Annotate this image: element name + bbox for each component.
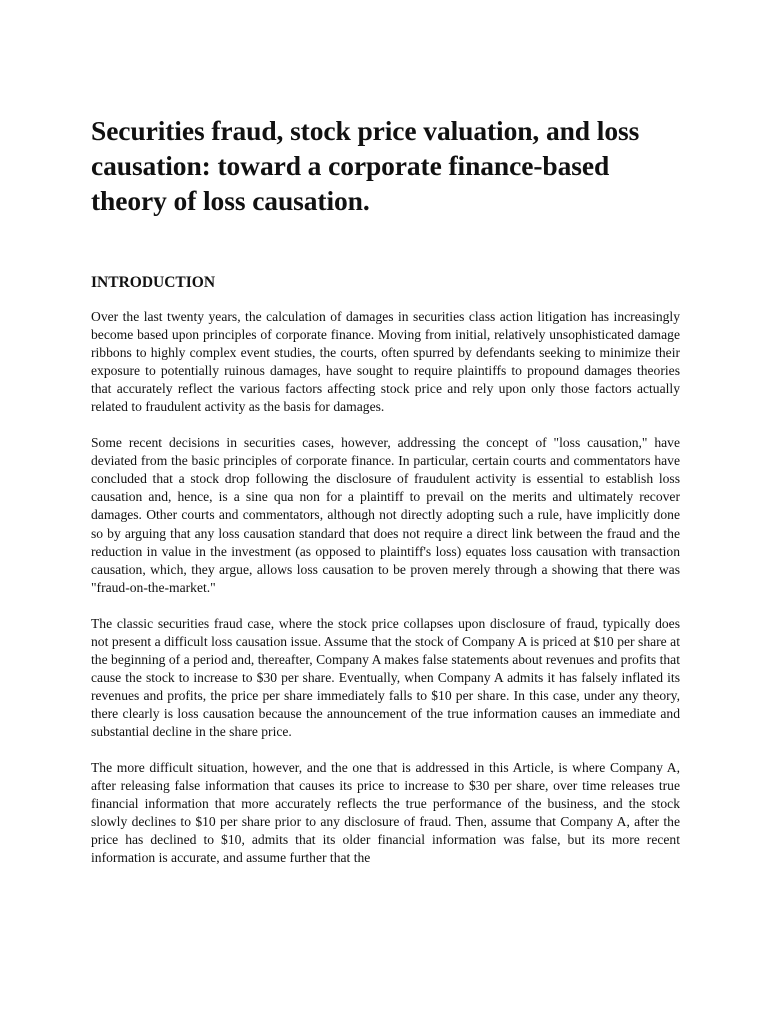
- paragraph-4: The more difficult situation, however, and the one that is addressed in this Article, is where Company A, after releasing false information that causes its price to increase to $30 per share, over time releases true financial information that more accurately reflects the true performance of the business, and the stock slowly declines to $10 per share prior to any disclosure of fraud. Then, assume that Company A, after the price has declined to $10, admits that its older financial information was false, but its more recent information is accurate, and assume further that the: [91, 760, 680, 866]
- section-heading: INTRODUCTION: [91, 274, 216, 291]
- paragraph-2: Some recent decisions in securities cases, however, addressing the concept of "loss causation," have deviated from the basic principles of corporate finance. In particular, certain courts and commentators have concluded that a stock drop following the disclosure of fraudulent activity is essential to establish loss causation and, hence, is a sine qua non for a plaintiff to prevail on the merits and ultimately recover damages. Other courts and commentators, although not directly adopting such a rule, have implicitly done so by arguing that any loss causation standard that does not require a direct link between the fraud and the reduction in value in the investment (as opposed to plaintiff's loss) equates loss causation with transaction causation, which, they argue, allows loss causation to be proven merely through a showing that there was "fraud-on-the-market.": [91, 435, 680, 595]
- document-page: [91, 113, 680, 867]
- paragraph-1: Over the last twenty years, the calculation of damages in securities class action litigation has increasingly become based upon principles of corporate finance. Moving from initial, relatively unsophisticated damage ribbons to highly complex event studies, the courts, often spurred by defendants seeking to minimize their exposure to potentially ruinous damages, have sought to require plaintiffs to propound damages theories that accurately reflect the various factors affecting stock price and rely upon only those factors actually related to fraudulent activity as the basis for damages.: [91, 309, 680, 415]
- paragraph-3: The classic securities fraud case, where the stock price collapses upon disclosure of fraud, typically does not present a difficult loss causation issue. Assume that the stock of Company A is priced at $10 per share at the beginning of a period and, thereafter, Company A makes false statements about revenues and profits that cause the stock to increase to $30 per share. Eventually, when Company A admits it has falsely inflated its revenues and profits, the price per share immediately falls to $10 per share. In this case, under any theory, there clearly is loss causation because the announcement of the true information causes an immediate and substantial decline in the share price.: [91, 615, 680, 739]
- document-title: Securities fraud, stock price valuation, and loss causation: toward a corporate finance-based theory of loss causation.: [91, 115, 640, 216]
